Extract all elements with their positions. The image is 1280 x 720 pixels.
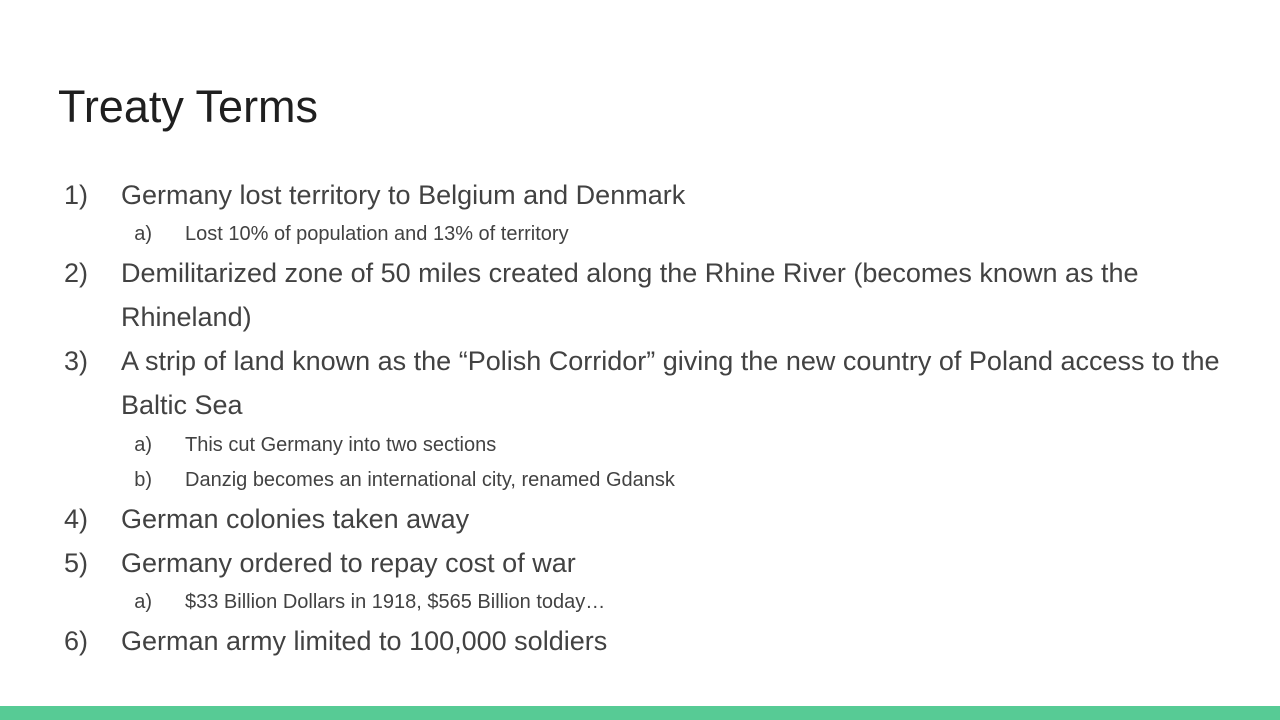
sub-item-text: $33 Billion Dollars in 1918, $565 Billion today…	[185, 591, 606, 613]
list-marker: 4)	[63, 504, 88, 534]
list-marker: 6)	[63, 626, 88, 656]
list-item-text: Germany ordered to repay cost of war	[121, 548, 576, 578]
list-marker: 3)	[63, 346, 88, 376]
list-marker: 5)	[63, 548, 88, 578]
sub-item-text: This cut Germany into two sections	[185, 434, 497, 456]
sub-marker: a)	[134, 591, 152, 613]
slide-title: Treaty Terms	[58, 81, 319, 132]
accent-bar	[0, 706, 1280, 720]
sub-marker: b)	[134, 469, 152, 491]
list-item-text: German army limited to 100,000 soldiers	[121, 626, 608, 656]
list-item-text: A strip of land known as the “Polish Corridor” giving the new country of Poland access to the Baltic Sea	[121, 346, 1220, 420]
sub-marker: a)	[134, 434, 152, 456]
list-item-text: Germany lost territory to Belgium and Denmark	[121, 180, 686, 210]
list-marker: 2)	[63, 258, 88, 288]
sub-item-text: Danzig becomes an international city, renamed Gdansk	[185, 469, 675, 491]
list-marker: 1)	[63, 180, 88, 210]
list-item-text: Demilitarized zone of 50 miles created along the Rhine River (becomes known as the Rhineland)	[121, 258, 1139, 332]
sub-item-text: Lost 10% of population and 13% of territory	[185, 223, 569, 245]
list-item-text: German colonies taken away	[121, 504, 470, 534]
sub-marker: a)	[134, 223, 152, 245]
